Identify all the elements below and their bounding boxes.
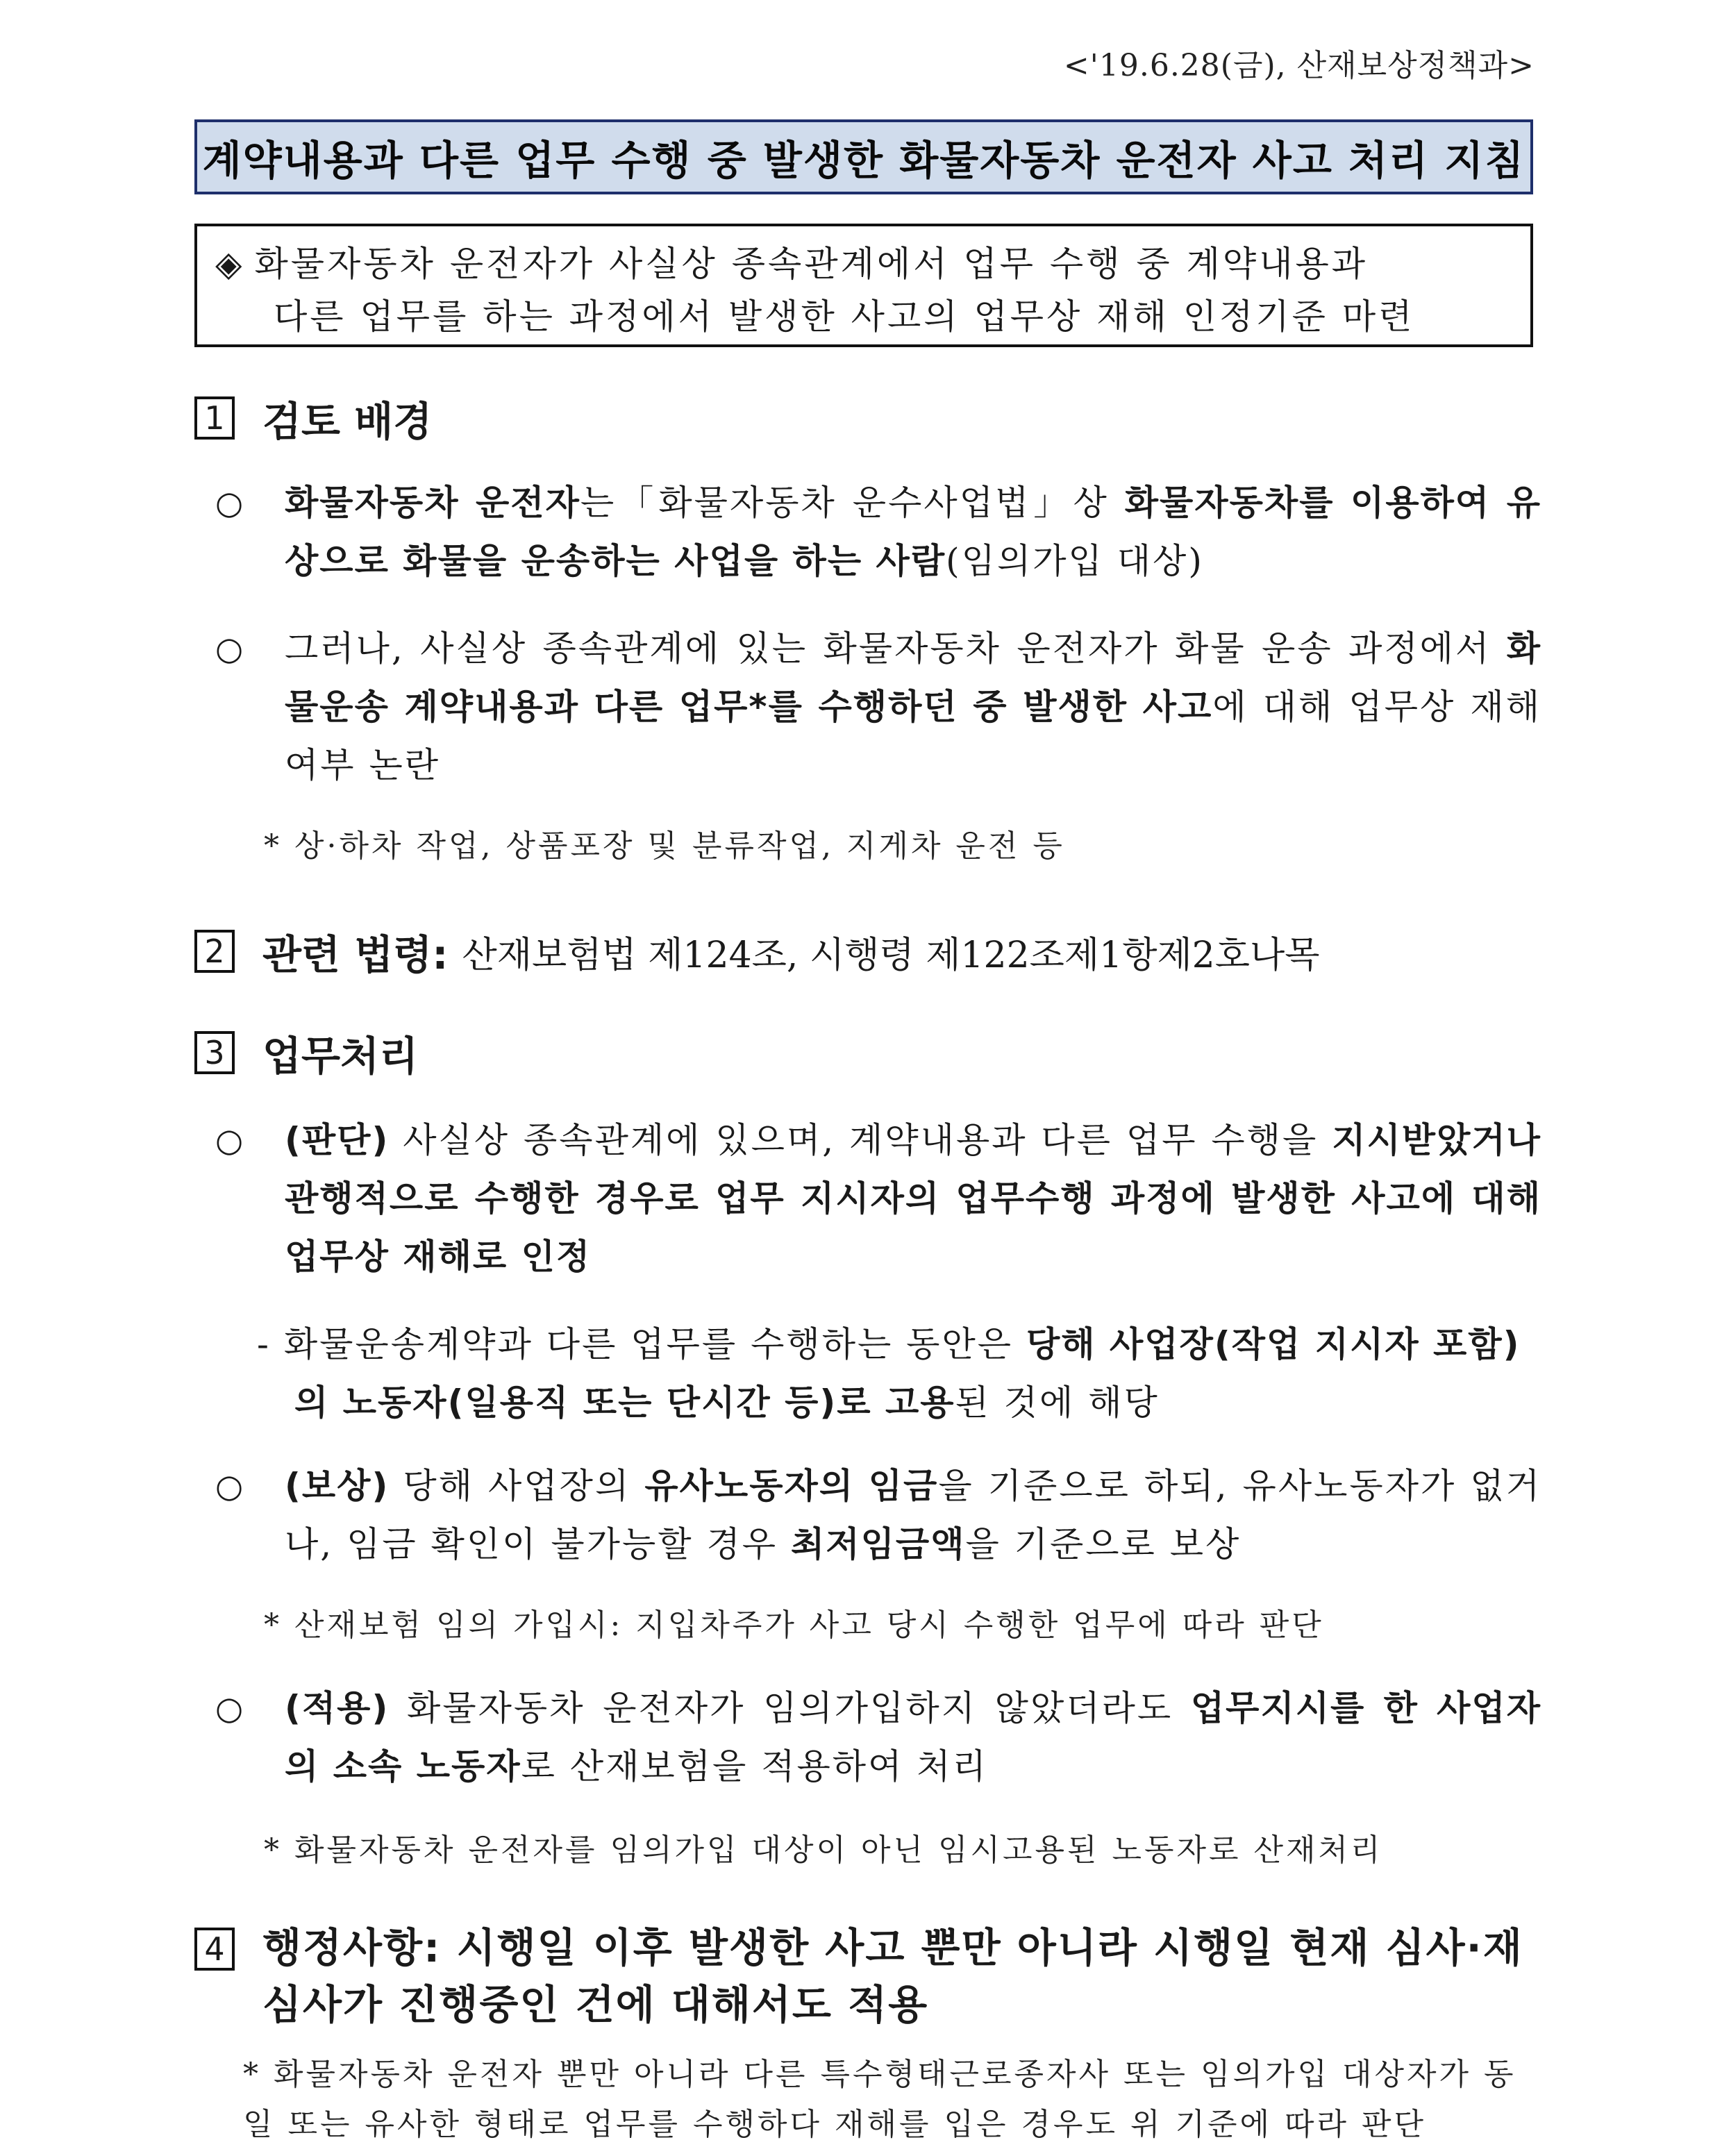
plain-text: 화물운송계약과 다른 업무를 수행하는 동안은 (283, 1324, 1026, 1364)
section-1-footnote: * 상·하차 작업, 상품포장 및 분류작업, 지게차 운전 등 (264, 828, 1065, 864)
section-3-judgment-paragraph (215, 1111, 1541, 1286)
plain-text: 사실상 종속관계에 있으며, 계약내용과 다른 업무 수행을 (389, 1120, 1332, 1160)
plain-text: 화물자동차 운전자가 임의가입하지 않았더라도 (389, 1688, 1191, 1728)
plain-text: 로 산재보험을 적용하여 처리 (521, 1746, 988, 1787)
bold-text: 당해 사업장(작업 지시자 포함)의 노동자(일용직 또는 단시간 등)로 고용 (294, 1324, 1521, 1423)
summary-line-1: 화물자동차 운전자가 사실상 종속관계에서 업무 수행 중 계약내용과 (254, 244, 1369, 284)
circle-bullet-icon: ○ (215, 630, 246, 667)
section-title: 관련 법령: (262, 931, 449, 978)
section-4-footnote: * 화물자동차 운전자 뿐만 아니라 다른 특수형태근로종자사 또는 임의가입 대상자가 동일 또는 유사한 형태로 업무를 수행하다 재해를 입은 경우도 위 기준에 따라 판단 (243, 2057, 1516, 2142)
section-number-box: 4 (194, 1928, 235, 1971)
bold-text: 최저임금액 (790, 1524, 966, 1564)
section-title: 행정사항: 시행일 이후 발생한 사고 뿐만 아니라 시행일 현재 심사·재심사가 진행중인 건에 대해서도 적용 (262, 1924, 1523, 2028)
circle-bullet-icon: ○ (215, 484, 246, 521)
bold-text: 유사노동자의 임금 (644, 1466, 939, 1506)
section-1-heading (194, 389, 432, 447)
plain-text: 된 것에 해당 (955, 1382, 1160, 1423)
document-title-bar (194, 119, 1533, 194)
bold-text: (보상) (285, 1466, 390, 1506)
related-law-text: 산재보험법 제124조, 시행령 제122조제1항제2호나목 (462, 934, 1320, 976)
plain-text: (임의가입 대상) (946, 541, 1204, 581)
section-3-dash-item (257, 1315, 1541, 1432)
circle-bullet-icon: ○ (215, 1467, 246, 1505)
section-3-compensation-paragraph (215, 1457, 1541, 1573)
bold-text: 업무지시를 한 사업자의 소속 노동자 (285, 1688, 1542, 1787)
section-3-heading (194, 1023, 418, 1082)
section-3-footnote-1: * 산재보험 임의 가입시: 지입차주가 사고 당시 수행한 업무에 따라 판단 (264, 1607, 1324, 1643)
date-department-line: <'19.6.28(금), 산재보상정책과> (1063, 48, 1535, 83)
section-number-box: 2 (194, 930, 235, 973)
section-title: 검토 배경 (262, 398, 433, 445)
bold-text: 지시받았거나 관행적으로 수행한 경우로 업무 지시자의 업무수행 과정에 발생한 사고에 대해 업무상 재해로 인정 (285, 1120, 1541, 1277)
dash-bullet: - (257, 1324, 271, 1364)
bold-text: 화물운송 계약내용과 다른 업무*를 수행하던 중 발생한 사고 (285, 628, 1541, 727)
summary-line-2: 다른 업무를 하는 과정에서 발생한 사고의 업무상 재해 인정기준 마련 (274, 296, 1415, 337)
plain-text: 에 대해 업무상 재해 여부 논란 (285, 687, 1541, 785)
section-1-paragraph-1 (215, 474, 1541, 590)
section-number-box: 3 (194, 1031, 235, 1074)
section-3-application-paragraph (215, 1679, 1541, 1796)
section-title: 업무처리 (262, 1033, 419, 1080)
bold-text: 화물자동차를 이용하여 유상으로 화물을 운송하는 사업을 하는 사람 (285, 483, 1541, 581)
bold-text: (판단) (285, 1120, 390, 1160)
plain-text: 그러나, 사실상 종속관계에 있는 화물자동차 운전자가 화물 운송 과정에서 (285, 628, 1507, 669)
bold-text: 화물자동차 운전자 (285, 483, 580, 523)
plain-text: 당해 사업장의 (389, 1466, 645, 1506)
section-1-paragraph-2 (215, 619, 1541, 794)
section-2-heading (194, 922, 1319, 980)
bold-text: (적용) (285, 1688, 390, 1728)
diamond-bullet-icon: ◈ (215, 244, 245, 284)
circle-bullet-icon: ○ (215, 1121, 246, 1159)
document-title: 계약내용과 다른 업무 수행 중 발생한 화물자동차 운전자 사고 처리 지침 (202, 137, 1525, 184)
plain-text: 는「화물자동차 운수사업법」상 (580, 483, 1125, 523)
plain-text: 을 기준으로 보상 (965, 1524, 1242, 1564)
section-number-box: 1 (194, 396, 235, 440)
section-4-heading (194, 1919, 1535, 2033)
summary-box (194, 224, 1533, 347)
plain-text: 을 기준으로 하되, 유사노동자가 없거나, 임금 확인이 불가능할 경우 (285, 1466, 1542, 1564)
circle-bullet-icon: ○ (215, 1689, 246, 1727)
section-3-footnote-2: * 화물자동차 운전자를 임의가입 대상이 아닌 임시고용된 노동자로 산재처리 (264, 1832, 1383, 1868)
